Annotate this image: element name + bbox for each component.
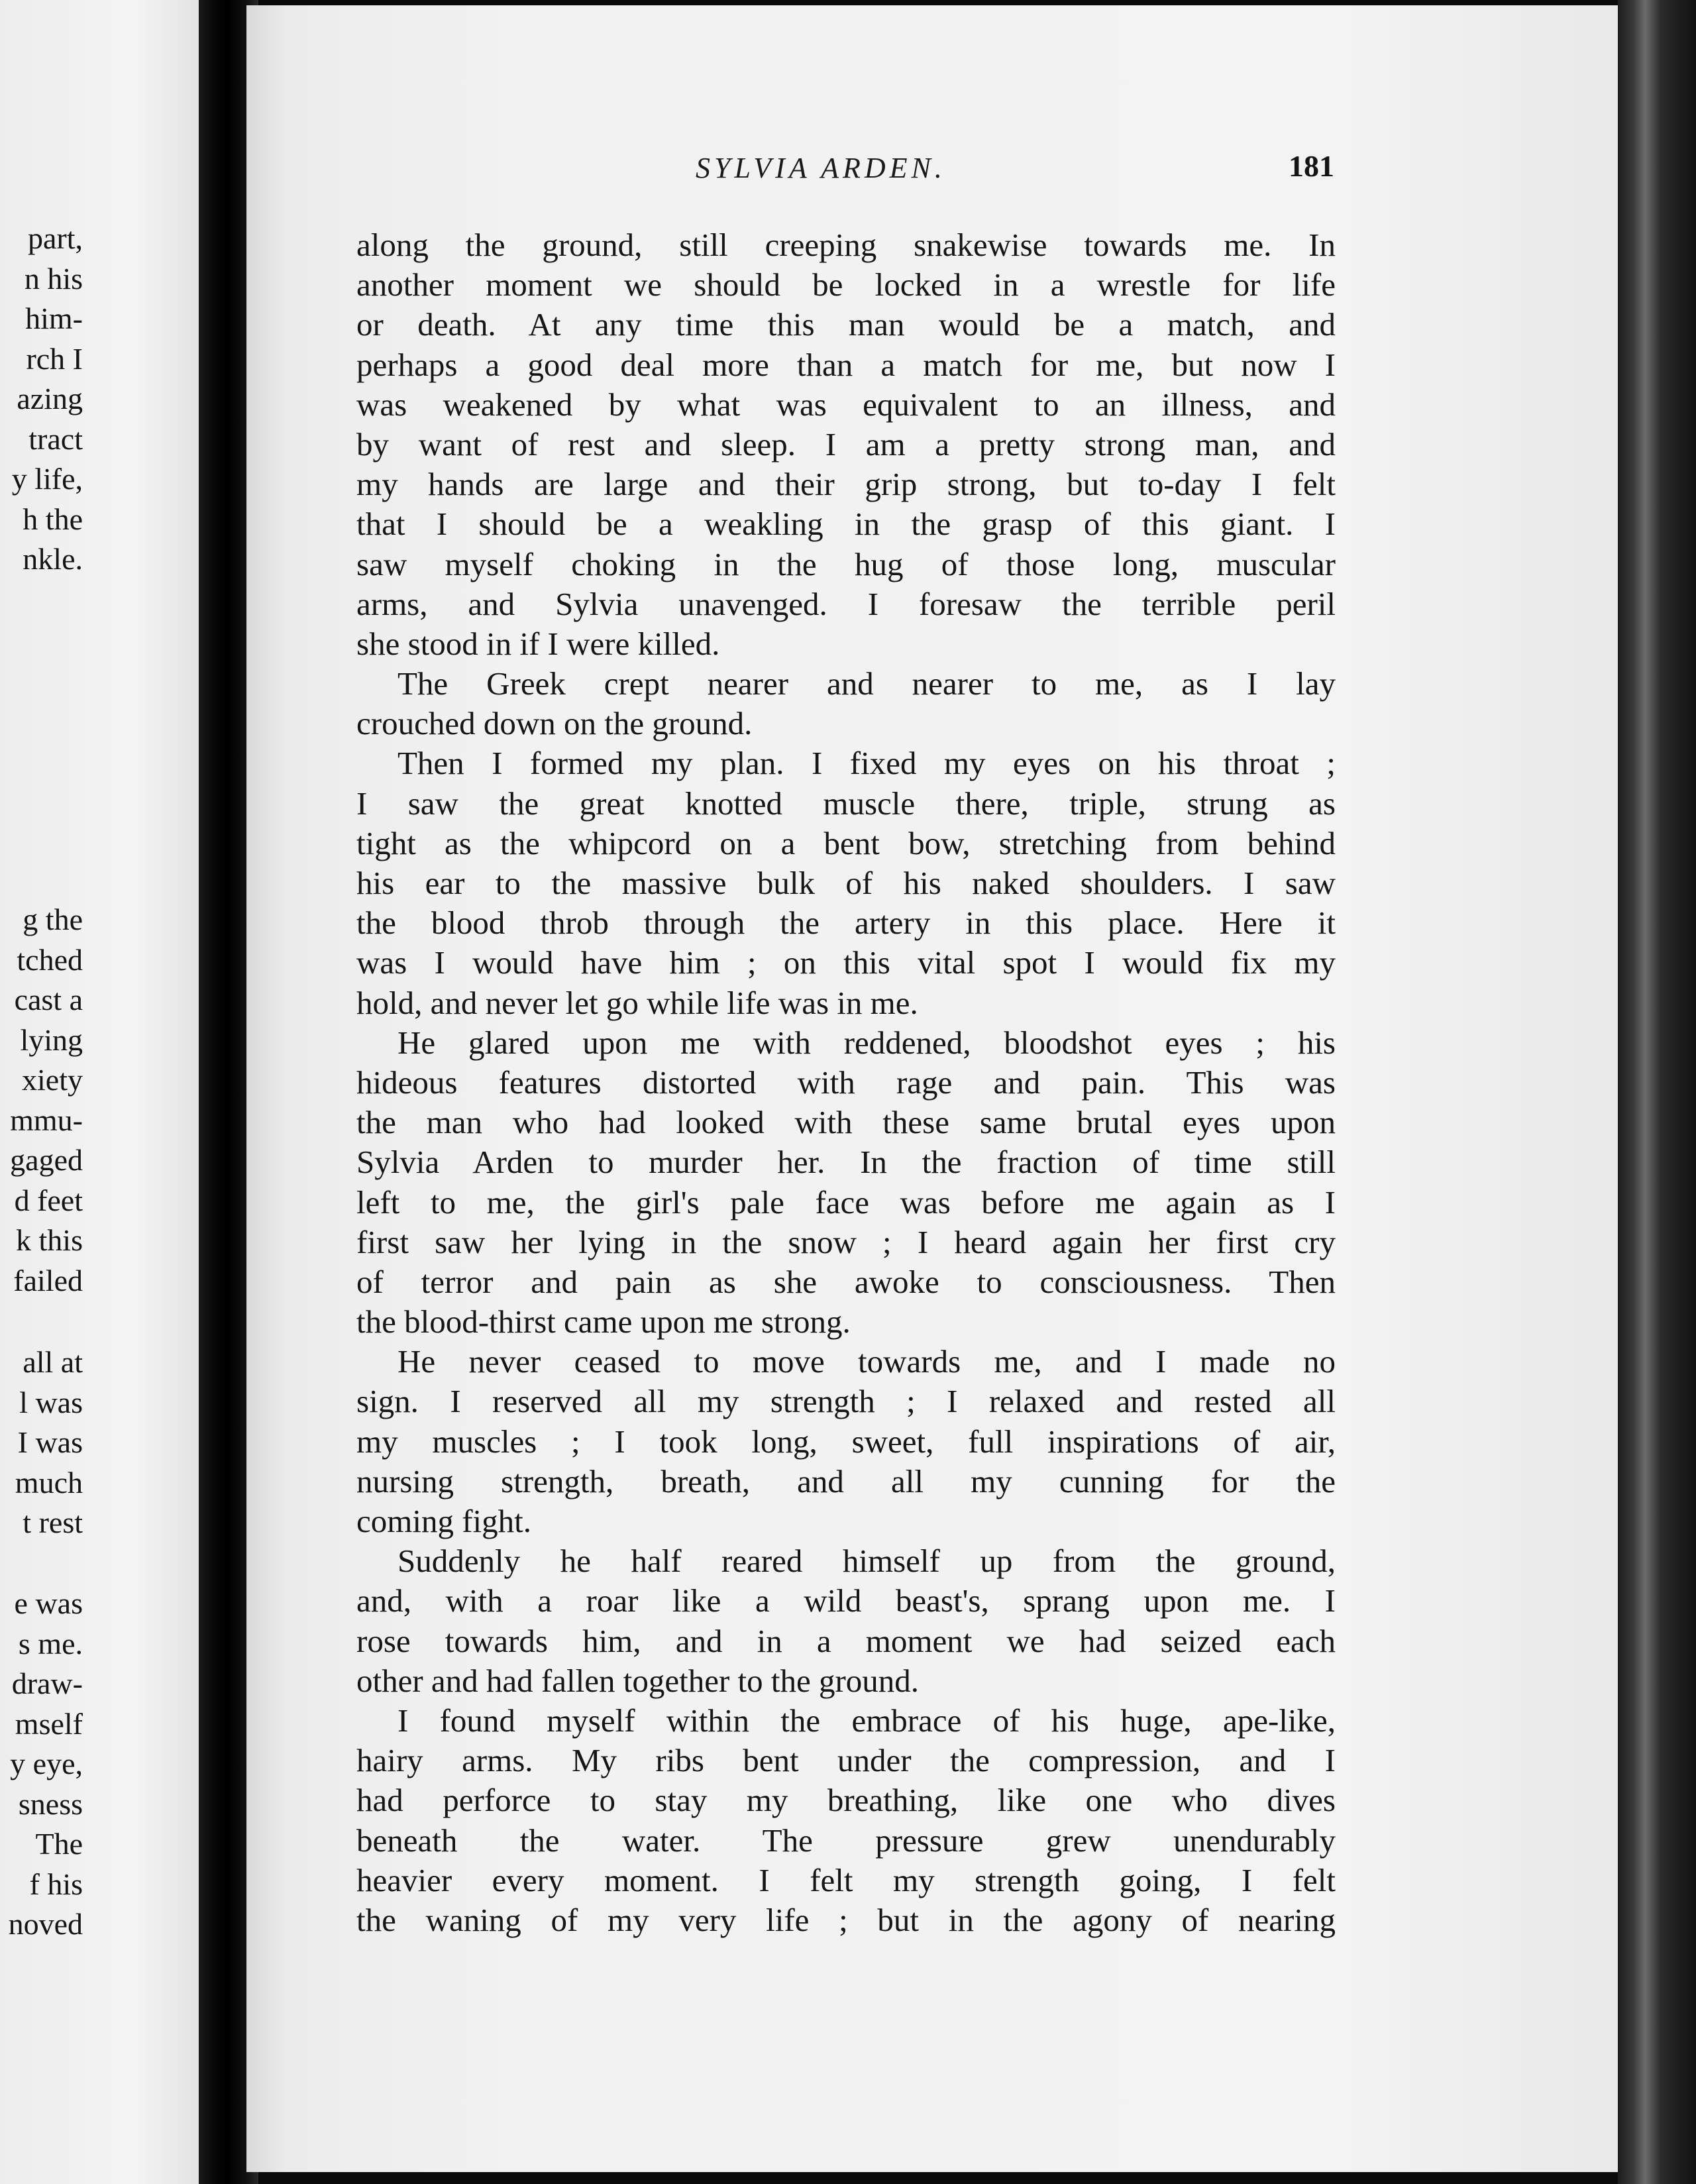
text-line: and, with a roar like a wild beast's, sprang upon me. I — [356, 1582, 1336, 1619]
text-line: hold, and never let go while life was in me. — [356, 984, 918, 1021]
left-text-block — [0, 900, 83, 1301]
text-line: first saw her lying in the snow ; I heard again her first cry — [356, 1223, 1336, 1260]
left-text-line: e was — [14, 1586, 83, 1620]
text-line: hairy arms. My ribs bent under the compression, and I — [356, 1742, 1336, 1779]
left-text-line: him- — [25, 301, 83, 335]
text-line: I saw the great knotted muscle there, triple, strung as — [356, 785, 1336, 822]
text-line: crouched down on the ground. — [356, 705, 753, 742]
text-line: The Greek crept nearer and nearer to me, as I lay — [398, 665, 1336, 702]
text-line: another moment we should be locked in a wrestle for life — [356, 266, 1336, 303]
left-text-line: xiety — [22, 1063, 83, 1097]
text-line: she stood in if I were killed. — [356, 625, 720, 662]
body-text — [356, 225, 1336, 1940]
text-line: rose towards him, and in a moment we had seized each — [356, 1622, 1336, 1659]
left-text-line: f his — [29, 1867, 83, 1901]
text-line: was weakened by what was equivalent to an illness, and — [356, 386, 1336, 423]
text-line: sign. I reserved all my strength ; I relaxed and rested all — [356, 1383, 1336, 1420]
text-line: Suddenly he half reared himself up from the ground, — [398, 1543, 1336, 1580]
text-line: Then I formed my plan. I fixed my eyes on his throat ; — [398, 745, 1336, 782]
text-line: along the ground, still creeping snakewise towards me. In — [356, 227, 1336, 263]
left-text-line: much — [15, 1465, 83, 1500]
left-text-line: d feet — [14, 1183, 83, 1217]
left-text-line: l was — [19, 1385, 83, 1419]
text-line: coming fight. — [356, 1503, 532, 1539]
text-line: the blood-thirst came upon me strong. — [356, 1303, 851, 1340]
running-head: SYLVIA ARDEN. — [696, 152, 946, 184]
left-text-line: mmu- — [10, 1103, 83, 1137]
left-text-line: part, — [27, 221, 83, 255]
text-line: perhaps a good deal more than a match for me, but now I — [356, 346, 1336, 383]
left-text-line: rch I — [26, 341, 83, 376]
text-line: nursing strength, breath, and all my cunning for the — [356, 1462, 1336, 1500]
text-line: my muscles ; I took long, sweet, full inspirations of air, — [356, 1423, 1336, 1460]
text-line: saw myself choking in the hug of those long, muscular — [356, 545, 1336, 582]
left-text-line: all at — [23, 1345, 83, 1379]
left-text-line: sness — [18, 1786, 83, 1821]
left-text-line: noved — [8, 1907, 83, 1941]
left-text-line: t rest — [23, 1505, 83, 1539]
left-text-line: azing — [17, 382, 83, 415]
left-text-line: draw- — [11, 1666, 83, 1700]
left-facing-page — [0, 0, 225, 2184]
text-line: the waning of my very life ; but in the agony of nearing — [356, 1901, 1336, 1938]
text-line: was I would have him ; on this vital spot I would fix my — [356, 944, 1336, 981]
text-line: arms, and Sylvia unavenged. I foresaw the terrible peril — [356, 585, 1336, 622]
text-line: He never ceased to move towards me, and I made no — [398, 1343, 1336, 1380]
left-text-line: y eye, — [10, 1747, 83, 1780]
left-text-line: k this — [16, 1223, 83, 1257]
left-text-line: The — [35, 1827, 83, 1861]
text-line: that I should be a weakling in the grasp of this giant. I — [356, 506, 1336, 543]
left-text-line: cast a — [14, 983, 83, 1016]
text-line: other and had fallen together to the ground. — [356, 1662, 920, 1699]
text-line: the man who had looked with these same brutal eyes upon — [356, 1104, 1336, 1141]
text-line: his ear to the massive bulk of his naked shoulders. I saw — [356, 865, 1336, 901]
left-text-line: failed — [13, 1263, 83, 1297]
left-text-line: tract — [28, 421, 83, 456]
left-text-line: h the — [23, 502, 83, 536]
left-text-line: s me. — [18, 1626, 83, 1661]
text-line: Sylvia Arden to murder her. In the fraction of time still — [356, 1144, 1336, 1181]
text-line: of terror and pain as she awoke to consciousness. Then — [356, 1263, 1336, 1300]
left-text-line: y life, — [11, 462, 83, 496]
text-line: my hands are large and their grip strong, but to-day I felt — [356, 466, 1336, 503]
text-line: He glared upon me with reddened, bloodshot eyes ; his — [398, 1024, 1336, 1061]
text-line: beneath the water. The pressure grew unendurably — [356, 1822, 1336, 1859]
left-text-block — [0, 1584, 83, 1945]
left-text-line: tched — [17, 942, 83, 977]
text-line: I found myself within the embrace of his huge, ape-like, — [398, 1702, 1336, 1739]
left-text-block — [0, 1342, 83, 1543]
text-line: tight as the whipcord on a bent bow, stretching from behind — [356, 824, 1336, 861]
left-text-line: n his — [24, 261, 83, 296]
left-text-line: I was — [17, 1425, 83, 1459]
text-line: by want of rest and sleep. I am a pretty strong man, and — [356, 425, 1336, 463]
page-edge — [1618, 0, 1696, 2184]
left-text-block — [0, 219, 83, 580]
text-line: the blood throb through the artery in this place. Here it — [356, 904, 1336, 942]
left-text-line: mself — [15, 1706, 83, 1741]
page-number: 181 — [1289, 149, 1334, 183]
text-line: left to me, the girl's pale face was before me again as I — [356, 1183, 1336, 1221]
text-line: heavier every moment. I felt my strength going, I felt — [356, 1861, 1336, 1898]
left-text-line: lying — [20, 1022, 83, 1057]
left-text-line: gaged — [10, 1143, 83, 1177]
left-text-line: nkle. — [23, 542, 83, 576]
left-text-line: g the — [23, 902, 83, 936]
text-line: or death. At any time this man would be a match, and — [356, 306, 1336, 343]
text-line: had perforce to stay my breathing, like one who dives — [356, 1782, 1336, 1819]
text-line: hideous features distorted with rage and pain. This was — [356, 1064, 1336, 1101]
